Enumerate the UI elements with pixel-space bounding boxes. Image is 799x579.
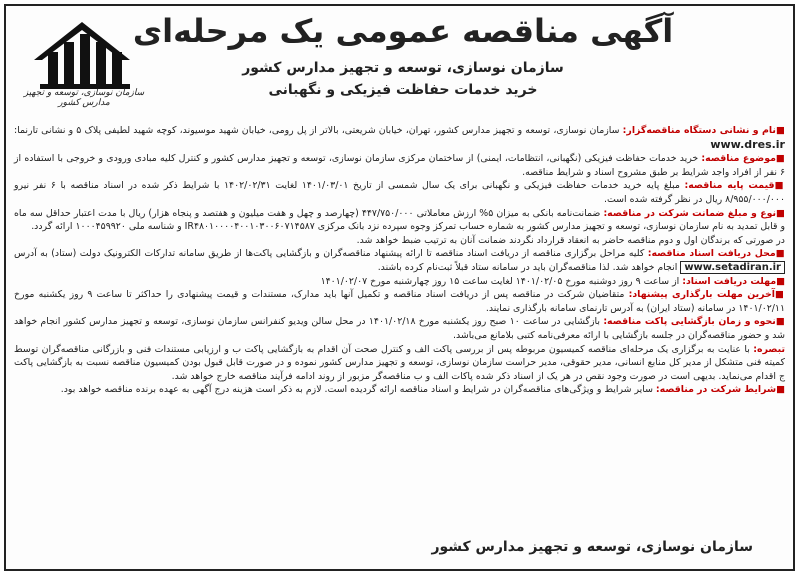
guarantee-text: ضمانت‌نامه بانکی به میزان ۵% ارزش معاملاتی ۴۴۷/۷۵۰/۰۰۰ (چهارصد و چهل و هفت میلیون و هفتصد و پنجاه هزار) ریال با مدت اعتبار حداقل سه ماه و قابل تمدید به نام سازمان نوسازی، توسعه و تجهیز مدارس کشور به شماره حساب تمرکز وجوه سپرده نزد بانک مرکزی IR۴۸۰۱۰۰۰۰۴۰۰۱۰۳۰۰۶۰۷۱۴۵۸۷ و شناسه ملی ۱۰۰۰۴۵۹۹۲۰ ارائه گردد. xyxy=(14,207,785,233)
section-deadline-docs: ■مهلت دریافت اسناد: از ساعت ۹ روز دوشنبه مورخ ۱۴۰۱/۰۲/۰۵ لغایت ساعت ۱۵ روز چهارشنبه مورخ ۱۴۰۱/۰۲/۰۷ xyxy=(320,275,785,287)
section-guarantee: ■نوع و مبلغ ضمانت شرکت در مناقصه: ضمانت‌نامه بانکی به میزان ۵% ارزش معاملاتی ۴۴۷/۷۵۰/۰۰۰ (چهارصد و چهل و هفت میلیون و هفتصد و پنجاه هزار) ریال با مدت اعتبار حداقل سه ماه و قابل تمدید به نام سازمان نوسازی، توسعه و تجهیز مدارس کشور به شماره حساب تمرکز وجوه سپرده نزد بانک مرکزی IR۴۸۰۱۰۰۰۰۴۰۰۱۰۳۰۰۶۰۷۱۴۵۸۷ و شناسه ملی ۱۰۰۰۴۵۹۹۲۰ ارائه گردد. xyxy=(14,207,786,233)
deadline-docs-text: از ساعت ۹ روز دوشنبه مورخ ۱۴۰۱/۰۲/۰۵ لغایت ساعت ۱۵ روز چهارشنبه مورخ ۱۴۰۱/۰۲/۰۷ xyxy=(320,275,683,287)
note-label: تبصره: xyxy=(753,343,785,355)
opening-label: نحوه و زمان بازگشایی پاکت مناقصه: xyxy=(603,316,776,328)
conditions-label: شرایط شرکت در مناقصه: xyxy=(655,384,777,396)
documents-label: محل دریافت اسناد مناقصه: xyxy=(647,248,776,260)
base-price-text: مبلغ پایه خرید خدمات حفاظت فیزیکی و نگهبانی برای یک سال شمسی از تاریخ ۱۴۰۱/۰۳/۰۱ لغایت ۱۴۰۲/۰۲/۳۱ با شرایط ذکر شده در اسناد مناقصه با ۶ نفر نیرو ۸/۹۵۵/۰۰۰/۰۰۰ ریال در نظر گرفته شده است. xyxy=(14,180,785,205)
logo-caption: سازمان نوسازی، توسعه و تجهیز مدارس کشور xyxy=(23,88,145,108)
deadline-offer-label: آخرین مهلت بارگذاری پیشنهاد: xyxy=(628,289,775,301)
conditions-text: سایر شرایط و ویژگی‌های مناقصه‌گران در شرایط و اسناد مناقصه ارائه گردیده است. لازم به ذکر است هزینه درج آگهی به عهده برنده مناقصه خواهد بود. xyxy=(60,384,656,396)
documents-text: کلیه مراحل برگزاری مناقصه از دریافت اسناد مناقصه تا ارائه پیشنهاد مناقصه‌گران و بازگشایی پاکت‌ها از طریق سامانه تدارکات الکترونیک دولت (ستاد) به آدرس xyxy=(14,248,648,260)
documents-text-2: انجام خواهد شد. لذا مناقصه‌گران باید در سامانه ستاد قبلاً ثبت‌نام کرده باشند. xyxy=(377,261,681,273)
deadline-docs-label: مهلت دریافت اسناد: xyxy=(682,275,777,287)
opening-text: بازگشایی در ساعت ۱۰ صبح روز یکشنبه مورخ ۱۴۰۱/۰۲/۱۸ در محل سالن ویدیو کنفرانس سازمان نوسازی، توسعه و تجهیز مدارس کشور انجام خواهد شد و حضور مناقصه‌گران در جلسه بازگشایی با ارائه معرفی‌نامه کتبی بلامانع می‌باشد. xyxy=(14,316,785,341)
guarantee-note: در صورتی که برندگان اول و دوم مناقصه حاضر به انعقاد قرارداد نگردند ضمانت آنان به ترتیب ضبط خواهد شد. xyxy=(356,234,785,246)
section-note xyxy=(14,343,785,384)
notice-title: آگهی مناقصه عمومی یک مرحله‌ای xyxy=(132,12,674,50)
section-deadline-offer: ■آخرین مهلت بارگذاری پیشنهاد: متقاضیان شرکت در مناقصه پس از دریافت اسناد مناقصه و تکمیل آنها باید مدارک، مستندات و قیمت پیشنهادی را حداکثر تا ساعت ۹ روز یکشنبه مورخ ۱۴۰۱/۰۲/۱۱ در سامانه (ستاد ایران) به آدرس تارنمای سامانه بارگذاری نمایند. xyxy=(14,289,785,314)
tender-notice xyxy=(4,4,795,571)
subject-text: خرید خدمات حفاظت فیزیکی (نگهبانی، انتظامات، ایمنی) از ساختمان مرکزی سازمان نوسازی، توسعه و تجهیز مدارس کشور و کنترل کلیه مبادی ورودی و خروجی با استفاده از ۶ نفر از افراد واجد شرایط بر طبق مشروح اسناد و شرایط مناقصه. xyxy=(14,153,785,178)
organization-name: سازمان نوسازی، توسعه و تجهیز مدارس کشور xyxy=(242,60,564,76)
section-base-price: ■قیمت پایه مناقصه: مبلغ پایه خرید خدمات حفاظت فیزیکی و نگهبانی برای یک سال شمسی از تاریخ ۱۴۰۱/۰۳/۰۱ لغایت ۱۴۰۲/۰۲/۳۱ با شرایط ذکر شده در اسناد مناقصه با ۶ نفر نیرو ۸/۹۵۵/۰۰۰/۰۰۰ ریال در نظر گرفته شده است. xyxy=(14,180,786,205)
notice-body xyxy=(14,124,785,397)
base-price-label: قیمت پایه مناقصه: xyxy=(684,180,775,192)
setad-website-link[interactable]: www.setadiran.ir xyxy=(680,261,785,274)
section-org-address: ■نام و نشانی دستگاه مناقصه‌گزار: سازمان نوسازی، توسعه و تجهیز مدارس کشور، تهران، خیابان شریعتی، بالاتر از پل رومی، خیابان شهید موسیوند، کوچه شهید لطیفی پلاک ۵ و نشانی تارنما: www.dres.ir xyxy=(14,125,785,151)
deadline-offer-text: متقاضیان شرکت در مناقصه پس از دریافت اسناد مناقصه و تکمیل آنها باید مدارک، مستندات و قیمت پیشنهادی را حداکثر تا ساعت ۹ روز یکشنبه مورخ ۱۴۰۱/۰۲/۱۱ در سامانه (ستاد ایران) به آدرس تارنمای سامانه بارگذاری نمایند. xyxy=(14,289,785,314)
section-conditions: ■شرایط شرکت در مناقصه: سایر شرایط و ویژگی‌های مناقصه‌گران در شرایط و اسناد مناقصه ارائه گردیده است. لازم به ذکر است هزینه درج آگهی به عهده برنده مناقصه خواهد بود. xyxy=(60,384,785,396)
org-website-link[interactable]: www.dres.ir xyxy=(710,137,785,151)
org-address-label: نام و نشانی دستگاه مناقصه‌گزار: xyxy=(622,125,776,136)
subject-label: موضوع مناقصه: xyxy=(701,153,776,165)
guarantee-label: نوع و مبلغ ضمانت شرکت در مناقصه: xyxy=(603,207,777,219)
section-documents: ■محل دریافت اسناد مناقصه: کلیه مراحل برگزاری مناقصه از دریافت اسناد مناقصه تا ارائه پیشنهاد مناقصه‌گران و بازگشایی پاکت‌ها از طریق سامانه تدارکات الکترونیک دولت (ستاد) به آدرس www.setadiran.ir انجام خواهد شد. لذا مناقصه‌گران باید در سامانه ستاد قبلاً ثبت‌نام کرده باشند. xyxy=(14,248,786,273)
note-text: با عنایت به برگزاری یک مرحله‌ای مناقصه کمیسیون مربوطه پس از بررسی پاکت الف و کنترل صحت آن اقدام به بازگشایی پاکت ب و ارزیابی مستندات فنی و بازرگانی مناقصه‌گران توسط کمیته فنی متشکل از مدیر کل منابع انسانی، مدیر حقوقی، مدیر حراست سازمان نوسازی، توسعه و تجهیز مدارس کشور نموده و در صورت قابل قبول بودن کمیسیون مناقصه نسبت به بازگشایی پاکت ج اقدام می‌نماید. بدیهی است در صورت وجود نقص در هر یک از اسناد ذکر شده پاکات الف و ب مناقصه‌گر مزبور از روند ادامه فرآیند مناقصه خارج خواهد شد. xyxy=(14,343,785,382)
footer-organization: سازمان نوسازی، توسعه و تجهیز مدارس کشور xyxy=(431,539,753,555)
org-address-text: سازمان نوسازی، توسعه و تجهیز مدارس کشور، تهران، خیابان شریعتی، بالاتر از پل رومی، خیابان شهید موسیوند، کوچه شهید لطیفی پلاک ۵ و نشانی تارنما: xyxy=(14,125,623,136)
tender-subject-heading: خرید خدمات حفاظت فیزیکی و نگهبانی xyxy=(268,82,538,98)
notice-header xyxy=(6,6,793,114)
section-opening: ■نحوه و زمان بازگشایی پاکت مناقصه: بازگشایی در ساعت ۱۰ صبح روز یکشنبه مورخ ۱۴۰۱/۰۲/۱۸ در محل سالن ویدیو کنفرانس سازمان نوسازی، توسعه و تجهیز مدارس کشور انجام خواهد شد و حضور مناقصه‌گران در جلسه بازگشایی با ارائه معرفی‌نامه کتبی بلامانع می‌باشد. xyxy=(14,316,786,341)
section-subject: ■موضوع مناقصه: خرید خدمات حفاظت فیزیکی (نگهبانی، انتظامات، ایمنی) از ساختمان مرکزی سازمان نوسازی، توسعه و تجهیز مدارس کشور و کنترل کلیه مبادی ورودی و خروجی با استفاده از ۶ نفر از افراد واجد شرایط بر طبق مشروح اسناد و شرایط مناقصه. xyxy=(14,153,785,178)
